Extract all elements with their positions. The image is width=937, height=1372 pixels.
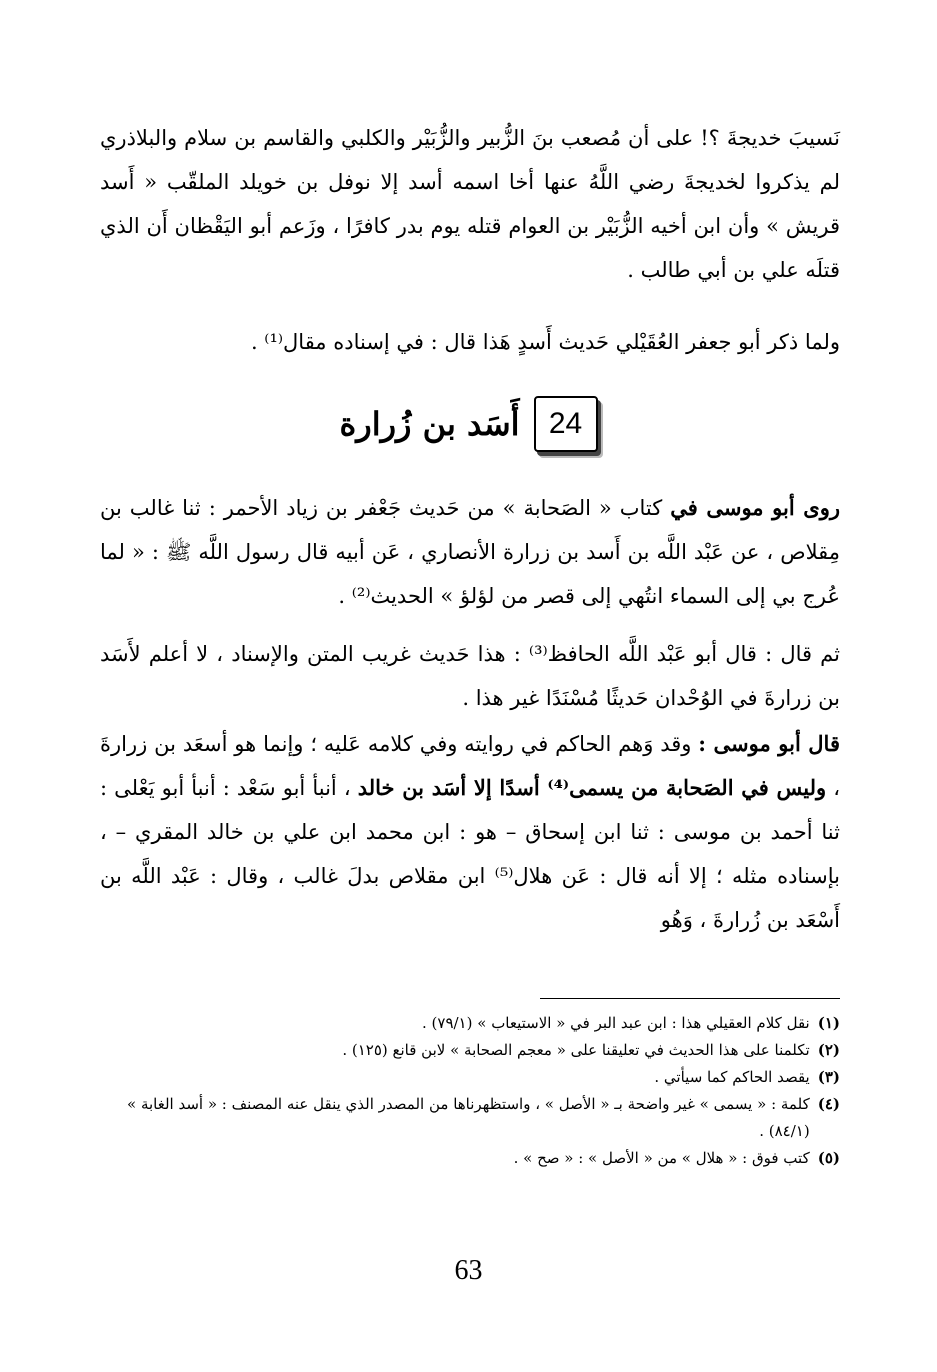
paragraph-2-text: كتاب « الصَحابة » من حَديث جَعْفر بن زياد الأحمر : ثنا غالب بن مِقلاص ، عن عَبْد اللَّه بن أَسد بن زرارة الأنصاري ، عَن أبيه قال رسول اللَّه ﷺ : « لما عُرج بي إلى السماء انتُهي إلى قصر من لؤلؤ » الحديث⁽²⁾ . xyxy=(100,496,840,608)
paragraph-4-text-c: ، أنبأ أبو سَعْد : أنبأ أبو يَعْلى : ثنا أحمد بن موسى : ثنا ابن إسحاق – هو : ابن محمد ابن علي بن خالد المقري – ، بإسناده مثله ؛ إلا أنه قال : عَن هلال⁽⁵⁾ ابن مقلاص بدلَ غالب ، وقال : عَبْد اللَّه بن أَسْعَد بن زُرارةَ ، وَهُو xyxy=(100,776,840,932)
footnote-item xyxy=(100,1010,840,1037)
footnote-number: (٣) xyxy=(817,1068,840,1086)
footnote-item xyxy=(100,1091,840,1145)
footnotes xyxy=(100,1010,840,1172)
entry-title: أَسَد بن زُرارة xyxy=(339,405,520,443)
paragraph-1: نَسيبَ خديجةَ ؟! على أن مُصعب بنَ الزُّبير والزُّبَيْر والكلبي والقاسم بن سلام والبلاذري لم يذكروا لخديجةَ رضي اللَّهُ عنها أخا اسمه أسد إلا نوفل بن خويلد الملقّب « أَسد قريش » وأن ابن أخيه الزُّبَيْر بن العوام قتله يوم بدر كافرًا ، وزَعم أبو اليَقْظان أَن الذي قتلَه علي بن أبي طالب . xyxy=(100,126,840,282)
footnote-text: كتب فوق : « هلال » من « الأصل » : « صح » . xyxy=(513,1149,810,1167)
footnote-number: (١) xyxy=(817,1014,840,1032)
page-number: 63 xyxy=(454,1255,483,1286)
footnote-item xyxy=(100,1037,840,1064)
entry-number: 24 xyxy=(548,407,583,440)
footnote-text: تكلمنا على هذا الحديث في تعليقنا على « معجم الصحابة » لابن قانع (١٢٥) . xyxy=(342,1041,810,1059)
paragraph-4 xyxy=(100,722,840,942)
footnote-item xyxy=(100,1064,840,1091)
entry-number-box xyxy=(534,396,598,452)
footnote-number: (٢) xyxy=(817,1041,840,1059)
footnote-number: (٥) xyxy=(817,1149,840,1167)
footnote-number: (٤) xyxy=(817,1095,840,1113)
paragraph-4-bold: وليس في الصَحابة من يسمى⁽⁴⁾ أسدًا إلا أسَد بن خالد xyxy=(357,775,827,800)
footnote-text: كلمة : « يسمى » غير واضحة بـ « الأصل » ، واستظهرناها من المصدر الذي ينقل عنه المصنف : « أسد الغابة » (٨٤/١) . xyxy=(127,1095,810,1140)
paragraph-4-text-a: وقد وَهم الحاكم في روايته وفي كلامه عَليه ؛ وإنما هو أسعَد بن زرارةَ ، xyxy=(100,732,841,800)
paragraph-3: ثم قال : قال أبو عَبْد اللَّه الحافظ⁽³⁾ : هذا حَديث غريب المتن والإسناد ، لا أعلم لأَسَد بن زرارةَ في الوُحْدان حَديثًا مُسْنَدًا غير هذا . xyxy=(100,642,840,710)
footnote-divider xyxy=(540,998,840,999)
footnote-item xyxy=(100,1145,840,1172)
paragraph-4-lead: قال أبو موسى : xyxy=(698,731,840,756)
footnote-text: يقصد الحاكم كما سيأتي . xyxy=(654,1068,810,1086)
paragraph-1b: ولما ذكر أبو جعفر العُقَيْلي حَديث أَسدٍ هَذا قال : في إسناده مقال⁽¹⁾ . xyxy=(250,330,840,354)
section-heading xyxy=(0,396,937,452)
paragraph-2-lead: روى أبو موسى في xyxy=(670,495,841,520)
footnote-text: نقل كلام العقيلي هذا : ابن عبد البر في « الاستيعاب » (٧٩/١) . xyxy=(422,1014,810,1032)
paragraph-2 xyxy=(100,486,840,618)
